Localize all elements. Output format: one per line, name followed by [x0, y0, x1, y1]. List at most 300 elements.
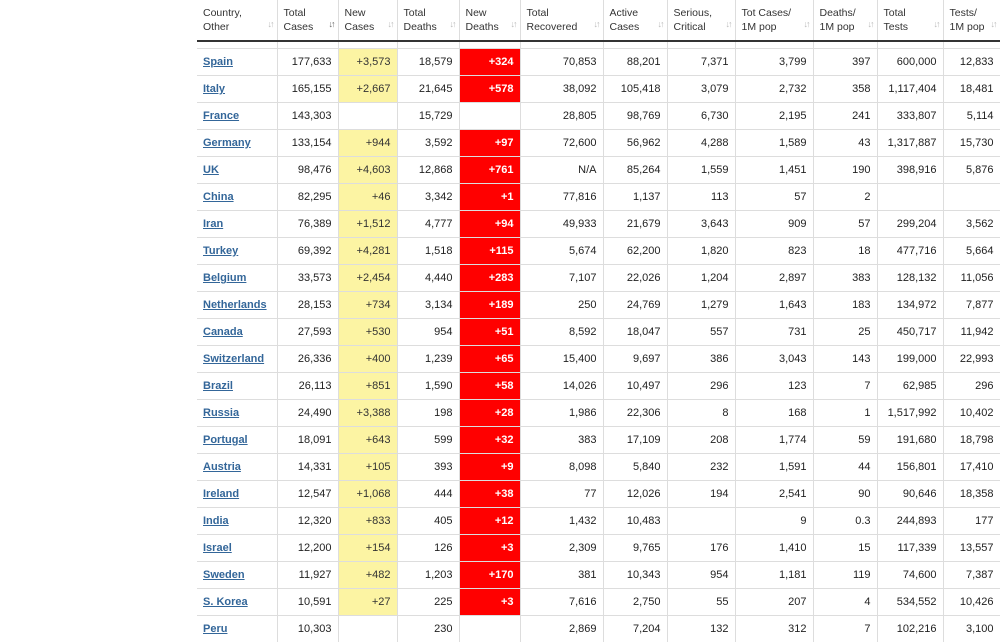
cell-serious-critical [667, 265, 735, 292]
cell-new-cases [338, 427, 397, 454]
country-link[interactable]: Portugal [203, 434, 248, 446]
sort-arrows-icon[interactable]: ↓↑ [725, 19, 731, 29]
cell-new-cases [338, 103, 397, 130]
cell-deaths-per-1m [813, 157, 877, 184]
cell-total-tests [877, 508, 943, 535]
cell-value: 77,816 [562, 191, 597, 203]
sort-arrows-icon[interactable]: ↓↑ [803, 19, 809, 29]
cell-country [197, 76, 277, 103]
cell-new-cases [338, 49, 397, 76]
country-link[interactable]: Switzerland [203, 353, 265, 365]
cell-value: +115 [489, 245, 514, 257]
cell-serious-critical [667, 373, 735, 400]
header-gap-cell [877, 41, 943, 49]
cell-value: 14,331 [297, 461, 332, 473]
cell-deaths-per-1m [813, 184, 877, 211]
cell-total-deaths [397, 265, 459, 292]
cell-total-deaths [397, 481, 459, 508]
cell-tests-per-1m [943, 373, 1000, 400]
cell-value: 113 [710, 191, 729, 203]
header-gap-cell [520, 41, 603, 49]
cell-value: +1,068 [356, 488, 391, 500]
country-link[interactable]: Peru [203, 623, 228, 635]
cell-tot-cases-per-1m [735, 400, 813, 427]
cell-value: 15 [858, 542, 871, 554]
cell-deaths-per-1m [813, 76, 877, 103]
cell-value: 208 [710, 434, 729, 446]
cell-new-deaths [459, 427, 520, 454]
cell-value: 15,729 [418, 110, 453, 122]
cell-value: 12,026 [626, 488, 661, 500]
column-header-line1: New [344, 7, 366, 19]
table-row [197, 49, 1000, 76]
cell-value: 11,056 [960, 272, 994, 284]
cell-value: 49,933 [562, 218, 597, 230]
cell-country [197, 535, 277, 562]
cell-new-cases [338, 346, 397, 373]
column-header-tests-per-1m[interactable] [943, 0, 1000, 41]
cell-value: 1,774 [778, 434, 807, 446]
cell-value: 4 [864, 596, 871, 608]
country-link[interactable]: France [203, 110, 240, 122]
cell-total-recovered [520, 49, 603, 76]
cell-active-cases [603, 427, 667, 454]
cell-value: 1,432 [568, 515, 597, 527]
cell-deaths-per-1m [813, 238, 877, 265]
cell-total-cases [277, 238, 338, 265]
table-row [197, 373, 1000, 400]
column-header-total-recovered[interactable] [520, 0, 603, 41]
cell-value: 69,392 [297, 245, 332, 257]
cell-total-tests [877, 130, 943, 157]
cell-value: 296 [975, 380, 994, 392]
cell-deaths-per-1m [813, 211, 877, 238]
country-link[interactable]: Austria [203, 461, 241, 473]
cell-value: +46 [371, 191, 391, 203]
cell-value: 177,633 [291, 56, 332, 68]
cell-value: +3,573 [356, 56, 391, 68]
cell-active-cases [603, 76, 667, 103]
column-header-new-cases[interactable] [338, 0, 397, 41]
country-link[interactable]: Italy [203, 83, 226, 95]
cell-value: 21,645 [418, 83, 453, 95]
cell-value: 7,387 [965, 569, 994, 581]
table-row [197, 427, 1000, 454]
header-gap-cell [397, 41, 459, 49]
cell-value: 102,216 [896, 623, 937, 635]
cell-serious-critical [667, 346, 735, 373]
country-link[interactable]: UK [203, 164, 219, 176]
cell-total-cases [277, 49, 338, 76]
cell-serious-critical [667, 103, 735, 130]
table-body [197, 49, 1000, 642]
cell-value: 62,200 [626, 245, 661, 257]
cell-value: 2,897 [778, 272, 807, 284]
cell-value: 9,697 [632, 353, 661, 365]
cell-value: 143 [852, 353, 871, 365]
cell-new-cases [338, 76, 397, 103]
column-header-line2: Deaths [465, 21, 499, 33]
cell-value: 3,643 [700, 218, 729, 230]
column-header-line2: Critical [673, 21, 706, 33]
cell-value: +643 [365, 434, 391, 446]
cell-country [197, 508, 277, 535]
cell-total-recovered [520, 346, 603, 373]
cell-value: 126 [434, 542, 453, 554]
cell-value: 5,664 [965, 245, 994, 257]
cell-value: 88,201 [626, 56, 661, 68]
header-gap-cell [735, 41, 813, 49]
cell-total-cases [277, 373, 338, 400]
cell-total-deaths [397, 49, 459, 76]
cell-new-cases [338, 238, 397, 265]
cell-value: +9 [500, 461, 514, 473]
cell-total-recovered [520, 616, 603, 642]
cell-value: +944 [365, 137, 391, 149]
cell-total-tests [877, 562, 943, 589]
cell-tests-per-1m [943, 427, 1000, 454]
cell-value: 70,853 [562, 56, 597, 68]
cell-value: 3,134 [424, 299, 453, 311]
cell-tot-cases-per-1m [735, 130, 813, 157]
cell-value: 176 [710, 542, 729, 554]
sort-arrows-icon[interactable]: ↓↑ [449, 19, 455, 29]
cell-total-deaths [397, 535, 459, 562]
cell-tests-per-1m [943, 211, 1000, 238]
cell-tests-per-1m [943, 130, 1000, 157]
cell-value: 731 [788, 326, 807, 338]
cell-value: 1,410 [778, 542, 807, 554]
cell-value: 117,339 [897, 542, 937, 554]
cell-value: 1,986 [568, 407, 597, 419]
country-link[interactable]: Iran [203, 218, 224, 230]
cell-value: 3,100 [965, 623, 994, 635]
column-header-total-tests[interactable] [877, 0, 943, 41]
cell-deaths-per-1m [813, 589, 877, 616]
country-link[interactable]: China [203, 191, 234, 203]
country-link[interactable]: Netherlands [203, 299, 267, 311]
cell-value: 15,400 [562, 353, 597, 365]
cell-value: +28 [494, 407, 514, 419]
cell-active-cases [603, 103, 667, 130]
cell-total-cases [277, 130, 338, 157]
cell-value: 599 [434, 434, 453, 446]
cell-total-recovered [520, 481, 603, 508]
cell-country [197, 157, 277, 184]
cell-value: 18,579 [418, 56, 453, 68]
cell-value: +189 [488, 299, 514, 311]
cell-new-cases [338, 589, 397, 616]
cell-new-cases [338, 130, 397, 157]
cell-value: 2,869 [568, 623, 597, 635]
column-header-serious-critical[interactable] [667, 0, 735, 41]
cell-new-deaths [459, 319, 520, 346]
column-header-line2: Recovered [526, 21, 578, 33]
cell-deaths-per-1m [813, 400, 877, 427]
column-header-line1: Tot Cases/ [741, 7, 792, 19]
cell-value: 133,154 [291, 137, 332, 149]
cell-serious-critical [667, 76, 735, 103]
cell-total-deaths [397, 400, 459, 427]
cell-total-tests [877, 454, 943, 481]
country-link[interactable]: Germany [203, 137, 251, 149]
sort-arrows-icon[interactable]: ↓↑ [387, 19, 393, 29]
cell-tot-cases-per-1m [735, 319, 813, 346]
column-header-line1: Total [526, 7, 549, 19]
sort-arrows-icon[interactable]: ↓↑ [990, 19, 996, 29]
cell-value: 25 [858, 326, 871, 338]
cell-deaths-per-1m [813, 427, 877, 454]
cell-value: 230 [434, 623, 453, 635]
cell-value: 22,026 [626, 272, 661, 284]
cell-value: 1,317,887 [887, 137, 937, 149]
cell-total-tests [877, 400, 943, 427]
cell-new-cases [338, 265, 397, 292]
cell-value: +283 [488, 272, 514, 284]
cell-country [197, 184, 277, 211]
cell-value: 405 [434, 515, 453, 527]
cell-value: 10,591 [297, 596, 332, 608]
cell-value: 33,573 [297, 272, 332, 284]
cell-total-cases [277, 265, 338, 292]
cell-value: 823 [788, 245, 807, 257]
country-link[interactable]: Brazil [203, 380, 233, 392]
cell-total-deaths [397, 373, 459, 400]
cell-new-cases [338, 481, 397, 508]
cell-value: 177 [975, 515, 994, 527]
cell-deaths-per-1m [813, 373, 877, 400]
cell-total-cases [277, 157, 338, 184]
cell-value: 5,674 [568, 245, 597, 257]
cell-new-deaths [459, 292, 520, 319]
cell-total-recovered [520, 319, 603, 346]
table-row [197, 184, 1000, 211]
cell-active-cases [603, 589, 667, 616]
cell-value: 1,643 [778, 299, 807, 311]
cell-value: +1 [500, 191, 514, 203]
cell-deaths-per-1m [813, 454, 877, 481]
cell-serious-critical [667, 319, 735, 346]
cell-total-deaths [397, 454, 459, 481]
sort-arrows-icon[interactable]: ↓↑ [867, 19, 873, 29]
cell-deaths-per-1m [813, 535, 877, 562]
cell-value: 9,765 [632, 542, 661, 554]
cell-value: 21,679 [626, 218, 661, 230]
cell-total-recovered [520, 562, 603, 589]
country-link[interactable]: Russia [203, 407, 240, 419]
cell-value: 24,490 [297, 407, 332, 419]
country-link[interactable]: Belgium [203, 272, 247, 284]
cell-value: 8,098 [568, 461, 597, 473]
country-link[interactable]: S. Korea [203, 596, 248, 608]
column-header-new-deaths[interactable] [459, 0, 520, 41]
cell-total-tests [877, 157, 943, 184]
cell-new-deaths [459, 589, 520, 616]
cell-value: 18,091 [297, 434, 332, 446]
cell-total-recovered [520, 265, 603, 292]
cell-total-deaths [397, 616, 459, 642]
cell-value: 2,750 [632, 596, 661, 608]
cell-serious-critical [667, 427, 735, 454]
cell-value: 57 [794, 191, 807, 203]
column-header-line2: 1M pop [741, 21, 777, 33]
sort-arrows-icon[interactable]: ↓↑ [933, 19, 939, 29]
cell-active-cases [603, 508, 667, 535]
column-header-country[interactable] [197, 0, 277, 41]
cell-value: 7,877 [965, 299, 994, 311]
cell-country [197, 589, 277, 616]
cell-value: 57 [858, 218, 871, 230]
cell-new-deaths [459, 454, 520, 481]
table-row [197, 265, 1000, 292]
cell-tests-per-1m [943, 346, 1000, 373]
cell-tests-per-1m [943, 481, 1000, 508]
cell-tot-cases-per-1m [735, 616, 813, 642]
cell-tot-cases-per-1m [735, 292, 813, 319]
column-header-total-cases[interactable] [277, 0, 338, 41]
cell-total-cases [277, 76, 338, 103]
cell-new-deaths [459, 616, 520, 642]
cell-total-cases [277, 589, 338, 616]
cell-new-deaths [459, 400, 520, 427]
cell-value: +154 [365, 542, 391, 554]
cell-total-deaths [397, 211, 459, 238]
cell-total-tests [877, 49, 943, 76]
cell-value: 0.3 [855, 515, 871, 527]
cell-value: 1,589 [778, 137, 807, 149]
cell-value: 55 [716, 596, 729, 608]
cell-value: 22,993 [959, 353, 994, 365]
cell-active-cases [603, 535, 667, 562]
cell-tot-cases-per-1m [735, 157, 813, 184]
cell-tot-cases-per-1m [735, 508, 813, 535]
cell-value: 13,557 [959, 542, 994, 554]
cell-total-tests [877, 616, 943, 642]
cell-total-deaths [397, 562, 459, 589]
country-link[interactable]: Spain [203, 56, 233, 68]
cell-deaths-per-1m [813, 616, 877, 642]
column-header-line2: 1M pop [949, 21, 985, 33]
column-header-deaths-per-1m[interactable] [813, 0, 877, 41]
cell-new-cases [338, 157, 397, 184]
cell-new-cases [338, 184, 397, 211]
cell-value: 10,426 [959, 596, 994, 608]
cell-value: 358 [852, 83, 871, 95]
cell-total-cases [277, 427, 338, 454]
column-header-line2: 1M pop [819, 21, 855, 33]
cell-new-deaths [459, 103, 520, 130]
cell-value: 59 [858, 434, 871, 446]
country-link[interactable]: Ireland [203, 488, 240, 500]
cell-active-cases [603, 184, 667, 211]
cell-tot-cases-per-1m [735, 427, 813, 454]
sort-arrows-icon[interactable]: ↓↑ [657, 19, 663, 29]
cell-new-deaths [459, 265, 520, 292]
cell-country [197, 373, 277, 400]
column-header-active-cases[interactable] [603, 0, 667, 41]
cell-value: 12,868 [418, 164, 453, 176]
cell-value: +1,512 [356, 218, 391, 230]
country-link[interactable]: Israel [203, 542, 232, 554]
cell-value: 190 [852, 164, 871, 176]
cell-value: 7,204 [632, 623, 661, 635]
cell-tot-cases-per-1m [735, 589, 813, 616]
table-row [197, 454, 1000, 481]
cell-total-tests [877, 211, 943, 238]
cell-deaths-per-1m [813, 481, 877, 508]
cell-serious-critical [667, 49, 735, 76]
cell-country [197, 103, 277, 130]
cell-value: +58 [494, 380, 514, 392]
sort-arrows-icon[interactable]: ↓↑ [328, 19, 334, 29]
cell-value: 2,732 [778, 83, 807, 95]
cell-serious-critical [667, 157, 735, 184]
cell-value: 15,730 [959, 137, 994, 149]
column-header-tot-cases-per-1m[interactable] [735, 0, 813, 41]
table-row [197, 535, 1000, 562]
cell-tests-per-1m [943, 562, 1000, 589]
country-link[interactable]: India [203, 515, 229, 527]
cell-value: 1,518 [424, 245, 453, 257]
cell-country [197, 616, 277, 642]
sort-arrows-icon[interactable]: ↓↑ [267, 19, 273, 29]
cell-total-cases [277, 292, 338, 319]
cell-active-cases [603, 319, 667, 346]
country-link[interactable]: Sweden [203, 569, 245, 581]
country-link[interactable]: Canada [203, 326, 243, 338]
cell-tot-cases-per-1m [735, 562, 813, 589]
cell-country [197, 265, 277, 292]
cell-tot-cases-per-1m [735, 76, 813, 103]
cell-value: 1,591 [778, 461, 807, 473]
cell-deaths-per-1m [813, 130, 877, 157]
cell-value: 98,769 [626, 110, 661, 122]
cell-value: 85,264 [626, 164, 661, 176]
cell-serious-critical [667, 130, 735, 157]
column-header-line2: Deaths [403, 21, 437, 33]
column-header-total-deaths[interactable] [397, 0, 459, 41]
cell-value: 954 [434, 326, 453, 338]
sort-arrows-icon[interactable]: ↓↑ [593, 19, 599, 29]
cell-value: 1,239 [424, 353, 453, 365]
cell-value: 207 [788, 596, 807, 608]
cell-total-recovered [520, 373, 603, 400]
cell-total-tests [877, 184, 943, 211]
cell-new-cases [338, 535, 397, 562]
cell-value: 17,410 [959, 461, 994, 473]
cell-value: +324 [488, 56, 514, 68]
cell-value: 5,114 [966, 110, 994, 122]
cell-total-deaths [397, 346, 459, 373]
header-gap-cell [603, 41, 667, 49]
coronavirus-table-container [197, 0, 1000, 642]
cell-value: +65 [494, 353, 514, 365]
cell-value: 398,916 [896, 164, 937, 176]
cell-total-recovered [520, 535, 603, 562]
table-row [197, 76, 1000, 103]
cell-value: 10,303 [297, 623, 332, 635]
cell-total-cases [277, 616, 338, 642]
cell-value: 82,295 [297, 191, 332, 203]
cell-serious-critical [667, 184, 735, 211]
cell-new-deaths [459, 373, 520, 400]
cell-total-cases [277, 400, 338, 427]
country-link[interactable]: Turkey [203, 245, 239, 257]
cell-new-cases [338, 400, 397, 427]
header-row [197, 0, 1000, 41]
sort-arrows-icon[interactable]: ↓↑ [510, 19, 516, 29]
table-row [197, 616, 1000, 642]
